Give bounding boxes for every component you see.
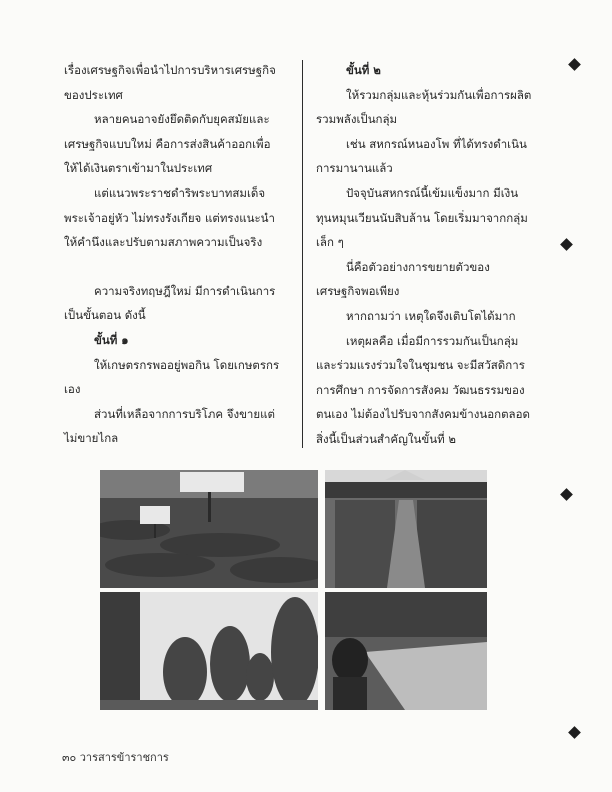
paragraph: นี่คือตัวอย่างการขยายตัวของเศรษฐกิจพอเพียง (316, 259, 490, 299)
paragraph: ให้เกษตรกรพออยู่พอกิน โดยเกษตรกรเอง (64, 357, 280, 397)
page-number: ๓๐ (62, 751, 77, 764)
paragraph: เรื่องเศรษฐกิจเพื่อนำไปการบริหารเศรษฐกิจของประเทศ (64, 63, 276, 102)
paragraph (64, 255, 282, 279)
paragraph: ส่วนที่เหลือจากการบริโภค จึงขายแต่ไม่ขายไกล (64, 406, 276, 446)
publication-name: วารสารข้าราชการ (79, 751, 169, 764)
photo-pond-garden (325, 592, 487, 710)
field-signboards-icon (100, 470, 318, 588)
margin-mark-icon (560, 238, 573, 251)
section-heading: ขั้นที่ ๒ (346, 63, 381, 77)
paragraph: ความจริงทฤษฎีใหม่ มีการดำเนินการเป็นขั้นตอน ดังนี้ (64, 283, 276, 323)
paragraph: หากถามว่า เหตุใดจึงเติบโตได้มาก (346, 308, 516, 323)
photo-orchard-trees (100, 592, 318, 710)
right-text-column (316, 58, 534, 452)
left-text-column (64, 58, 282, 451)
margin-mark-icon (560, 488, 573, 501)
margin-mark-icon (568, 58, 581, 71)
farm-building-icon (325, 470, 487, 588)
paragraph: เช่น สหกรณ์หนองโพ ที่ได้ทรงดำเนินการมานานแล้ว (316, 136, 527, 176)
page-footer (62, 748, 169, 766)
paragraph: ปัจจุบันสหกรณ์นี้เข้มแข็งมาก มีเงินทุนหมุนเวียนนับสิบล้าน โดยเริ่มมาจากกลุ่มเล็ก ๆ (316, 185, 528, 250)
column-divider (302, 60, 303, 448)
paragraph: เหตุผลคือ เมื่อมีการรวมกันเป็นกลุ่มและร่วมแรงร่วมใจในชุมชน จะมีสวัสดิการ การศึกษา การจัดการสังคม วัฒนธรรมของตนเอง ไม่ต้องไปรับจากสังคมข้างนอกตลอด สิ่งนี้เป็นส่วนสำคัญในขั้นที่ ๒ (316, 333, 530, 446)
photo-building-path (325, 470, 487, 588)
tree-orchard-icon (100, 592, 318, 710)
photo-hedges-with-signs (100, 470, 318, 588)
paragraph: ให้รวมกลุ่มและหุ้นร่วมกันเพื่อการผลิต รวมพลังเป็นกลุ่ม (316, 87, 532, 127)
garden-pond-icon (325, 592, 487, 710)
section-heading: ขั้นที่ ๑ (94, 332, 129, 347)
margin-mark-icon (568, 726, 581, 739)
paragraph: แต่แนวพระราชดำริพระบาทสมเด็จพระเจ้าอยู่หัว ไม่ทรงรังเกียจ แต่ทรงแนะนำให้คำนึงและปรับตามสภาพความเป็นจริง (64, 185, 275, 250)
paragraph: หลายคนอาจยังยึดติดกับยุคสมัยและเศรษฐกิจแบบใหม่ คือการส่งสินค้าออกเพื่อให้ได้เงินตราเข้ามาในประเทศ (64, 112, 271, 176)
